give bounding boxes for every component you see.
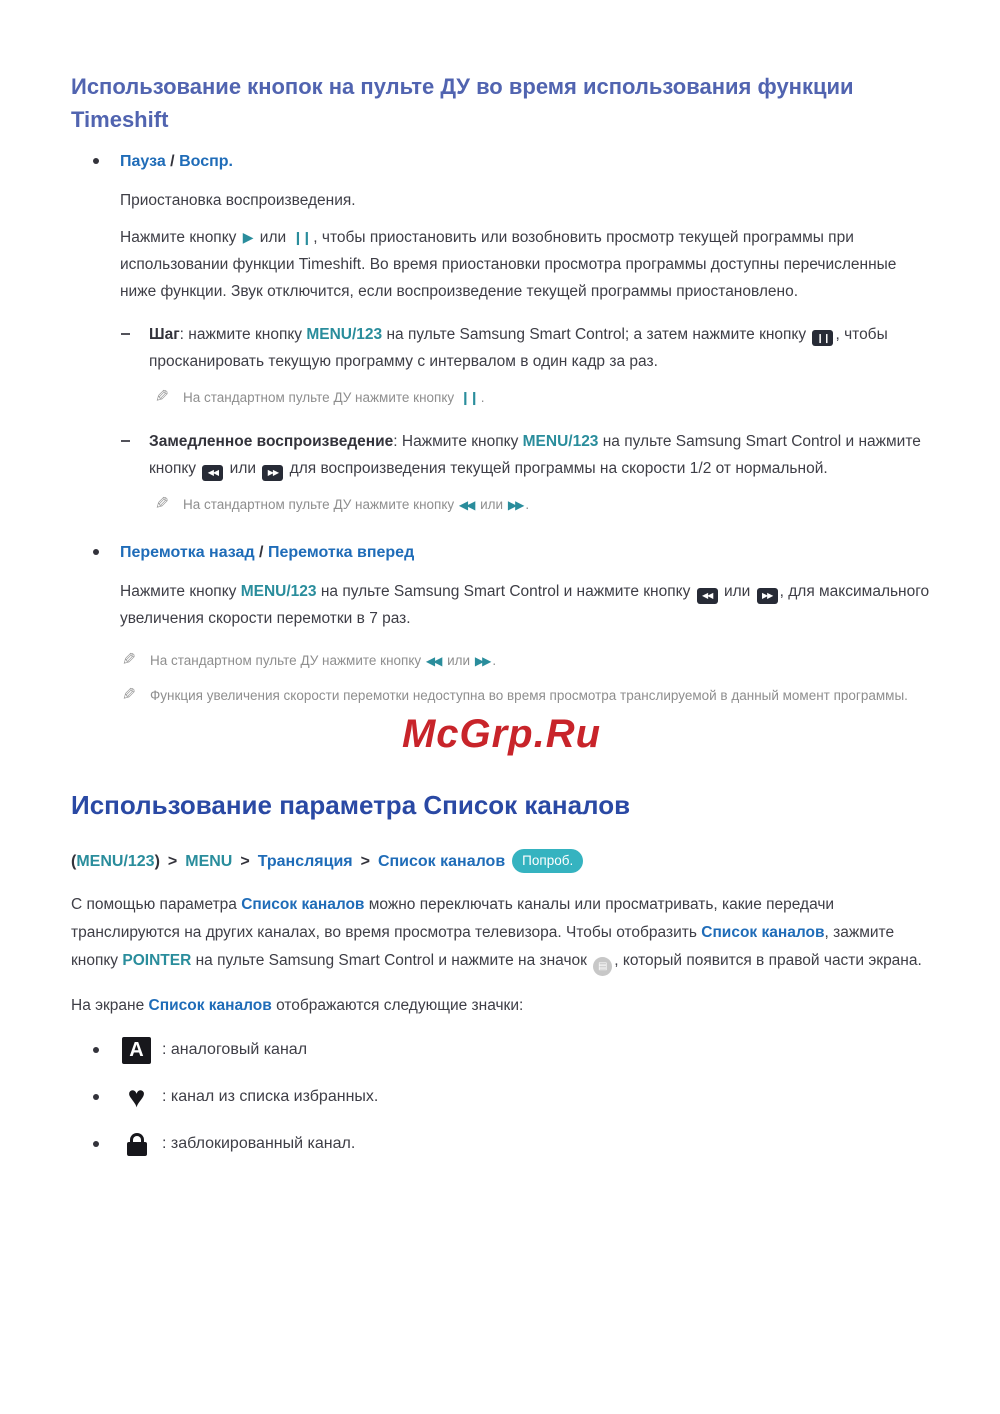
- text-segment: , зажмите кнопку: [71, 924, 895, 969]
- link[interactable]: MENU/123: [522, 433, 599, 450]
- text-segment: Функция увеличения скорости перемотки недоступна во время просмотра транслируемой в данный момент программы.: [150, 688, 908, 703]
- text-segment: или: [443, 653, 474, 668]
- text-segment: на пульте Samsung Smart Control и нажмите кнопку: [316, 583, 695, 600]
- text-segment: на пульте Samsung Smart Control и нажмите кнопку: [149, 433, 921, 477]
- link[interactable]: MENU/123: [76, 853, 155, 870]
- text-segment: или: [255, 229, 291, 246]
- link[interactable]: Пауза: [120, 153, 166, 170]
- dash-marker: [121, 333, 130, 335]
- note-pencil-icon: ✎: [121, 685, 136, 704]
- pause-play-title: [120, 150, 233, 174]
- text-segment: (: [71, 853, 77, 870]
- paragraph: [120, 578, 932, 632]
- text-segment: .: [480, 390, 485, 405]
- rewind-button-icon: ◀◀: [697, 588, 718, 604]
- legend-label: : канал из списка избранных.: [162, 1088, 379, 1105]
- legend-label: : заблокированный канал.: [162, 1135, 356, 1152]
- step-item: [120, 321, 932, 375]
- text-segment: , который появится в правой части экрана.: [614, 952, 922, 969]
- link[interactable]: Список каналов: [701, 924, 825, 941]
- legend-item-favorite: [71, 1081, 932, 1113]
- fast-forward-button-icon: ▶▶: [262, 465, 283, 481]
- link[interactable]: Список каналов: [148, 996, 272, 1014]
- step-item-text: [149, 321, 931, 375]
- link[interactable]: MENU/123: [240, 583, 317, 600]
- note: [153, 493, 932, 517]
- text-segment: >: [240, 853, 250, 870]
- text-segment: ): [154, 853, 160, 870]
- dash-marker: [121, 440, 130, 442]
- text-segment: >: [167, 853, 178, 870]
- link[interactable]: Список каналов: [241, 896, 365, 913]
- text-segment: С помощью параметра: [71, 896, 242, 913]
- link[interactable]: Перемотка назад: [120, 544, 255, 561]
- note-pencil-icon: ✎: [154, 387, 169, 406]
- text-segment: На стандартном пульте ДУ нажмите кнопку: [183, 390, 458, 405]
- text-segment: отображаются следующие значки:: [271, 996, 524, 1014]
- fast-forward-button-icon: ▶▶: [757, 588, 778, 604]
- paragraph: [71, 891, 932, 976]
- play-icon: ▶: [242, 229, 254, 245]
- note-text: [150, 684, 908, 707]
- rewind-bullet: [71, 541, 932, 565]
- timeshift-section: [71, 70, 932, 707]
- rewind-arrows-icon: ◀◀: [425, 654, 441, 668]
- note-pencil-icon: ✎: [154, 494, 169, 513]
- analog-channel-icon: A: [122, 1037, 151, 1064]
- text-segment: .: [525, 497, 530, 512]
- note-text: [183, 386, 484, 409]
- text-segment: Приостановка воспроизведения.: [120, 192, 356, 209]
- rewind-arrows-icon: ◀◀: [458, 498, 474, 512]
- paragraph: [120, 187, 932, 214]
- bullet-dot: [93, 549, 99, 555]
- legend-intro: [71, 992, 932, 1019]
- note: [120, 684, 932, 707]
- text-segment: .: [492, 653, 497, 668]
- slow-playback-item: [120, 428, 932, 482]
- link[interactable]: MENU/123: [306, 326, 383, 343]
- note-pencil-icon: ✎: [121, 650, 136, 669]
- text-segment: можно переключать каналы или просматривать, какие передачи транслируются на других каналах, во время просмотра телевизора. Чтобы отобразить: [71, 896, 835, 941]
- lock-wrap: [122, 1133, 151, 1156]
- text-segment: на пульте Samsung Smart Control и нажмите на значок: [191, 952, 592, 969]
- text-segment: , чтобы приостановить или возобновить просмотр текущей программы при использовании функции Timeshift. Во время приостановки просмотра программы доступны перечисленные ниже функции. Звук отключится, если воспроизведение текущей программы приостановлено.: [120, 229, 897, 300]
- text-segment: На экране: [71, 996, 149, 1014]
- slow-playback-text: [149, 428, 931, 482]
- text-segment: Нажмите кнопку: [120, 583, 241, 600]
- locked-channel-icon: [127, 1142, 147, 1156]
- text-segment: или: [225, 460, 261, 477]
- fast-forward-arrows-icon: ▶▶: [507, 498, 523, 512]
- text-segment: >: [360, 853, 370, 870]
- rewind-button-icon: ◀◀: [202, 465, 223, 481]
- breadcrumb: [71, 849, 932, 874]
- bullet-dot: [93, 1047, 99, 1053]
- text-segment: На стандартном пульте ДУ нажмите кнопку: [183, 497, 458, 512]
- text-segment: Шаг: [149, 326, 180, 343]
- note: [120, 649, 932, 673]
- link[interactable]: Воспр.: [179, 153, 233, 170]
- link[interactable]: MENU: [185, 853, 233, 870]
- link[interactable]: Список каналов: [377, 853, 506, 870]
- watermark: McGrp.Ru: [401, 712, 602, 756]
- paragraph: [120, 224, 932, 305]
- channel-list-icon: ▤: [593, 957, 612, 976]
- legend-label: : аналоговый канал: [162, 1041, 308, 1058]
- link[interactable]: Трансляция: [257, 853, 353, 870]
- text-segment: на пульте Samsung Smart Control; а затем нажмите кнопку: [382, 326, 811, 343]
- step-button-icon: ❙❙: [812, 330, 833, 346]
- text-segment: Нажмите кнопку: [120, 229, 241, 246]
- legend-item-locked: [71, 1128, 932, 1160]
- text-segment: для воспроизведения текущей программы на скорости 1/2 от нормальной.: [285, 460, 828, 477]
- pause-play-content: [120, 187, 932, 517]
- text-segment: : Нажмите кнопку: [393, 433, 523, 450]
- bullet-dot: [93, 158, 99, 164]
- bullet-dot: [93, 1141, 99, 1147]
- pause-icon: ❙❙: [292, 230, 311, 245]
- rewind-content: [120, 578, 932, 707]
- text-segment: Замедленное воспроизведение: [149, 433, 394, 450]
- text-segment: , для максимального увеличения скорости перемотки в 7 раз.: [120, 583, 930, 627]
- note-text: [150, 649, 496, 673]
- note-text: [183, 493, 529, 517]
- legend-item-analog: [71, 1034, 932, 1066]
- channel-list-heading: Использование параметра Список каналов: [71, 790, 631, 820]
- text-segment: /: [254, 544, 268, 561]
- text-segment: : нажмите кнопку: [179, 326, 307, 343]
- try-now-badge[interactable]: Попроб.: [512, 849, 583, 873]
- rewind-title: [120, 541, 414, 565]
- text-segment: , чтобы просканировать текущую программу с интервалом в один кадр за раз.: [149, 326, 888, 370]
- text-segment: /: [165, 153, 180, 170]
- text-segment: или: [719, 583, 755, 600]
- fast-forward-arrows-icon: ▶▶: [474, 654, 490, 668]
- note: [153, 386, 932, 409]
- text-segment: или: [476, 497, 507, 512]
- link[interactable]: POINTER: [122, 952, 192, 969]
- bullet-dot: [93, 1094, 99, 1100]
- text-segment: На стандартном пульте ДУ нажмите кнопку: [150, 653, 425, 668]
- channel-list-section: [71, 789, 932, 1160]
- timeshift-section-heading: Использование кнопок на пульте ДУ во время использования функции Timeshift: [71, 74, 854, 132]
- pause-play-bullet: [71, 150, 932, 174]
- link[interactable]: Перемотка вперед: [267, 544, 415, 561]
- pause-icon: ❙❙: [459, 390, 478, 405]
- favorite-channel-icon: ♥: [127, 1080, 146, 1114]
